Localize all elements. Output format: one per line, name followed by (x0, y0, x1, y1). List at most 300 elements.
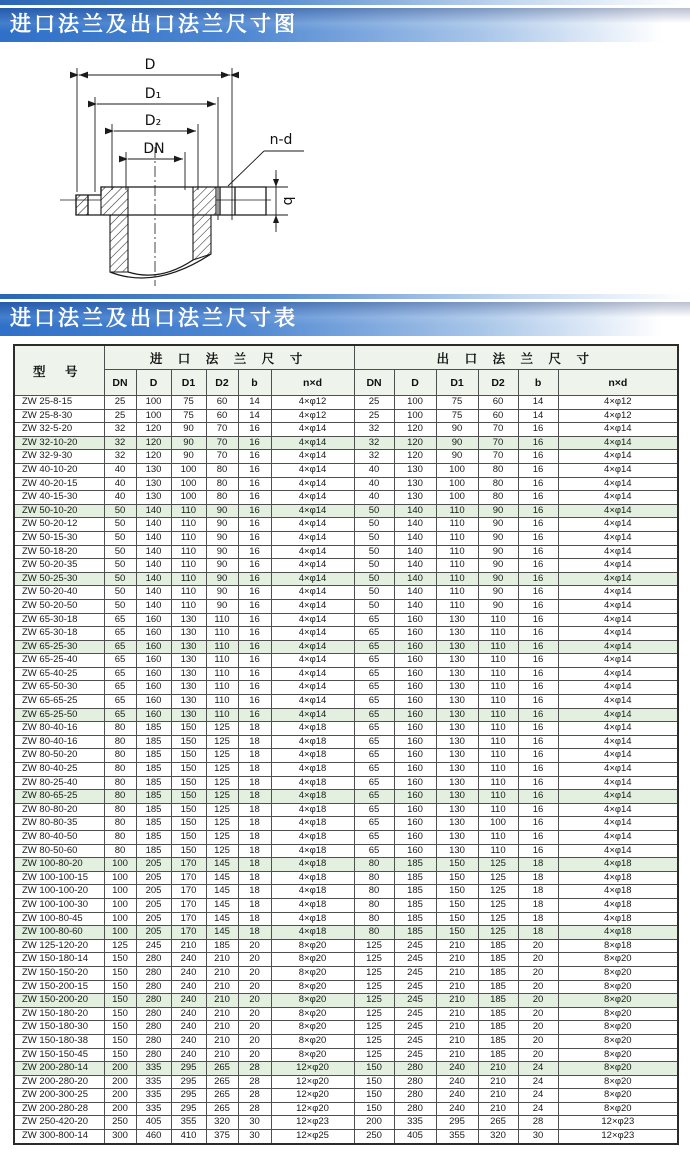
dimension-cell: 110 (478, 844, 518, 858)
dimension-cell: 4×φ14 (271, 436, 354, 450)
dimension-cell: 125 (206, 831, 238, 845)
table-row (14, 1102, 678, 1116)
table-row (14, 463, 678, 477)
dimension-cell: 125 (478, 926, 518, 940)
dimension-cell: 4×φ14 (271, 491, 354, 505)
outlet-group-header: 出 口 法 兰 尺 寸 (354, 345, 678, 370)
dimension-cell: 65 (104, 640, 136, 654)
dimension-cell: 28 (238, 1062, 271, 1076)
dimension-cell: 16 (238, 559, 271, 573)
dimension-cell: 32 (104, 436, 136, 450)
dimension-cell: 8×φ18 (558, 939, 678, 953)
dimension-cell: 130 (436, 763, 478, 777)
model-cell: ZW 40-10-20 (14, 463, 104, 477)
table-row (14, 599, 678, 613)
dimension-cell: 100 (436, 463, 478, 477)
dimension-cell: 265 (206, 1062, 238, 1076)
dimension-cell: 16 (518, 654, 558, 668)
dimension-cell: 295 (171, 1089, 206, 1103)
dimension-cell: 50 (104, 559, 136, 573)
dimension-cell: 20 (518, 953, 558, 967)
table-row (14, 695, 678, 709)
dimension-cell: 4×φ18 (271, 776, 354, 790)
dimension-cell: 25 (354, 396, 394, 410)
dimension-cell: 210 (206, 1021, 238, 1035)
dimension-cell: 265 (206, 1089, 238, 1103)
dimension-cell: 14 (238, 409, 271, 423)
dimension-cell: 70 (206, 423, 238, 437)
dimension-cell: 16 (518, 613, 558, 627)
dimension-cell: 150 (104, 1034, 136, 1048)
outlet-col-header: DN (354, 370, 394, 396)
dimension-cell: 4×φ14 (271, 572, 354, 586)
dimension-cell: 110 (206, 695, 238, 709)
dimension-cell: 185 (136, 790, 171, 804)
dimension-cell: 160 (394, 613, 436, 627)
dimension-cell: 240 (436, 1062, 478, 1076)
model-cell: ZW 80-50-60 (14, 844, 104, 858)
dimension-cell: 150 (171, 749, 206, 763)
table-row (14, 980, 678, 994)
dimension-cell: 130 (436, 749, 478, 763)
dimension-cell: 90 (478, 559, 518, 573)
dimension-cell: 8×φ20 (558, 966, 678, 980)
dimension-cell: 125 (104, 939, 136, 953)
dimension-cell: 125 (354, 953, 394, 967)
dimension-cell: 4×φ14 (271, 640, 354, 654)
table-row (14, 831, 678, 845)
dimension-cell: 60 (478, 409, 518, 423)
dimension-cell: 150 (436, 871, 478, 885)
dimension-cell: 4×φ14 (558, 708, 678, 722)
dimension-cell: 210 (436, 953, 478, 967)
dimension-cell: 240 (171, 994, 206, 1008)
dimension-cell: 16 (238, 667, 271, 681)
dimension-cell: 8×φ20 (558, 1089, 678, 1103)
dimension-cell: 16 (238, 640, 271, 654)
dimension-cell: 160 (394, 735, 436, 749)
dimension-cell: 185 (206, 939, 238, 953)
dimension-cell: 16 (518, 477, 558, 491)
dimension-cell: 280 (136, 1007, 171, 1021)
dimension-cell: 110 (436, 518, 478, 532)
dimension-cell: 16 (518, 681, 558, 695)
dimension-cell: 100 (104, 871, 136, 885)
dimension-cell: 205 (136, 858, 171, 872)
dimension-cell: 4×φ14 (558, 491, 678, 505)
dimension-cell: 90 (206, 559, 238, 573)
table-row (14, 776, 678, 790)
dimension-cell: 110 (436, 572, 478, 586)
dimension-cell: 150 (104, 1007, 136, 1021)
model-cell: ZW 150-200-15 (14, 980, 104, 994)
dimension-cell: 4×φ18 (558, 871, 678, 885)
outlet-col-header: D2 (478, 370, 518, 396)
dimension-cell: 280 (394, 1102, 436, 1116)
dimension-cell: 185 (136, 844, 171, 858)
dimension-cell: 125 (206, 817, 238, 831)
dimension-cell: 4×φ14 (558, 681, 678, 695)
table-row (14, 681, 678, 695)
dimension-cell: 65 (354, 695, 394, 709)
dimension-cell: 4×φ14 (271, 627, 354, 641)
model-cell: ZW 150-200-20 (14, 994, 104, 1008)
dimension-cell: 4×φ14 (271, 531, 354, 545)
dimension-cell: 130 (171, 708, 206, 722)
dimension-cell: 16 (518, 586, 558, 600)
dimension-cell: 210 (478, 1075, 518, 1089)
dimension-cell: 16 (238, 545, 271, 559)
dimension-cell: 110 (436, 586, 478, 600)
dimension-cell: 160 (394, 749, 436, 763)
table-row (14, 1048, 678, 1062)
dimension-cell: 28 (238, 1075, 271, 1089)
dimension-cell: 16 (518, 518, 558, 532)
dimension-cell: 240 (171, 1034, 206, 1048)
dimension-cell: 245 (394, 1048, 436, 1062)
dimension-cell: 210 (206, 1034, 238, 1048)
dimension-cell: 100 (171, 491, 206, 505)
dimension-cell: 320 (478, 1130, 518, 1144)
dimension-cell: 210 (436, 980, 478, 994)
table-row (14, 953, 678, 967)
dimension-cell: 160 (394, 627, 436, 641)
dimension-cell: 280 (394, 1089, 436, 1103)
dimension-cell: 240 (171, 1021, 206, 1035)
dimension-cell: 20 (238, 1007, 271, 1021)
dimension-cell: 16 (518, 436, 558, 450)
dimension-cell: 110 (478, 667, 518, 681)
dimension-cell: 65 (354, 831, 394, 845)
dimension-cell: 4×φ14 (558, 559, 678, 573)
dimension-cell: 4×φ18 (558, 926, 678, 940)
dimension-cell: 80 (104, 763, 136, 777)
dimension-cell: 4×φ14 (558, 790, 678, 804)
dimension-cell: 210 (436, 1034, 478, 1048)
dimension-cell: 125 (354, 1048, 394, 1062)
dimension-cell: 125 (354, 1034, 394, 1048)
dimension-cell: 160 (394, 831, 436, 845)
dimension-cell: 65 (354, 708, 394, 722)
dimension-cell: 8×φ20 (271, 953, 354, 967)
dimension-cell: 90 (206, 531, 238, 545)
dimension-cell: 100 (104, 885, 136, 899)
dimension-cell: 18 (518, 858, 558, 872)
dimension-cell: 4×φ14 (271, 518, 354, 532)
model-cell: ZW 32-5-20 (14, 423, 104, 437)
dimension-cell: 20 (518, 1021, 558, 1035)
dimension-cell: 20 (238, 1034, 271, 1048)
table-row (14, 572, 678, 586)
dimension-cell: 140 (394, 518, 436, 532)
dimension-cell: 185 (136, 803, 171, 817)
dimension-cell: 16 (238, 450, 271, 464)
dimension-cell: 335 (136, 1102, 171, 1116)
dimension-cell: 205 (136, 885, 171, 899)
dimension-cell: 295 (171, 1062, 206, 1076)
dimension-cell: 130 (436, 627, 478, 641)
dimension-cell: 100 (136, 396, 171, 410)
dimension-cell: 20 (238, 980, 271, 994)
dimension-cell: 335 (136, 1075, 171, 1089)
dimension-cell: 200 (104, 1062, 136, 1076)
table-row (14, 640, 678, 654)
inlet-col-header: DN (104, 370, 136, 396)
dimension-cell: 8×φ20 (271, 1021, 354, 1035)
dimension-cell: 50 (354, 586, 394, 600)
dimension-cell: 4×φ14 (558, 654, 678, 668)
dimension-cell: 100 (171, 477, 206, 491)
dimension-cell: 150 (171, 831, 206, 845)
dimension-cell: 16 (518, 790, 558, 804)
dimension-cell: 410 (171, 1130, 206, 1144)
dimension-cell: 28 (238, 1089, 271, 1103)
model-cell: ZW 25-8-15 (14, 396, 104, 410)
table-row (14, 817, 678, 831)
model-cell: ZW 100-80-45 (14, 912, 104, 926)
dimension-cell: 130 (394, 491, 436, 505)
dimension-cell: 4×φ18 (271, 817, 354, 831)
dimension-cell: 150 (171, 776, 206, 790)
dimension-cell: 460 (136, 1130, 171, 1144)
dimension-cell: 12×φ20 (271, 1089, 354, 1103)
dimension-cell: 16 (518, 572, 558, 586)
dimension-cell: 160 (136, 627, 171, 641)
dimension-cell: 4×φ14 (558, 735, 678, 749)
dimension-cell: 16 (518, 763, 558, 777)
dimension-cell: 24 (518, 1075, 558, 1089)
dimension-cell: 140 (394, 572, 436, 586)
dimension-cell: 4×φ14 (271, 423, 354, 437)
dimension-cell: 18 (238, 871, 271, 885)
dimension-cell: 90 (206, 586, 238, 600)
dimension-cell: 16 (518, 817, 558, 831)
dimension-cell: 110 (206, 613, 238, 627)
dimension-cell: 240 (436, 1102, 478, 1116)
model-cell: ZW 65-40-25 (14, 667, 104, 681)
dimension-cell: 32 (104, 450, 136, 464)
dimension-cell: 150 (354, 1062, 394, 1076)
dimension-cell: 25 (354, 409, 394, 423)
dimension-cell: 185 (394, 926, 436, 940)
dimension-cell: 25 (104, 409, 136, 423)
dimension-cell: 18 (238, 790, 271, 804)
model-cell: ZW 80-80-35 (14, 817, 104, 831)
dimension-cell: 145 (206, 898, 238, 912)
dimension-cell: 8×φ20 (558, 1021, 678, 1035)
dimension-cell: 40 (104, 477, 136, 491)
dimension-cell: 125 (354, 980, 394, 994)
dimension-cell: 120 (394, 423, 436, 437)
dimension-cell: 185 (478, 1034, 518, 1048)
dimension-cell: 295 (171, 1075, 206, 1089)
dimension-cell: 140 (394, 599, 436, 613)
dimension-cell: 185 (394, 858, 436, 872)
dimension-cell: 110 (206, 681, 238, 695)
dimension-cell: 120 (394, 436, 436, 450)
dimension-cell: 140 (136, 586, 171, 600)
dimension-cell: 210 (206, 966, 238, 980)
table-row (14, 1007, 678, 1021)
dimension-cell: 4×φ18 (271, 885, 354, 899)
dimension-cell: 16 (238, 695, 271, 709)
dimension-cell: 16 (238, 586, 271, 600)
dimension-cell: 295 (436, 1116, 478, 1130)
table-row (14, 722, 678, 736)
table-row (14, 844, 678, 858)
dimension-cell: 4×φ12 (558, 409, 678, 423)
dimension-cell: 210 (478, 1102, 518, 1116)
dimension-cell: 245 (394, 966, 436, 980)
dimension-cell: 210 (436, 966, 478, 980)
dimension-cell: 50 (354, 531, 394, 545)
dimension-cell: 245 (394, 994, 436, 1008)
dimension-cell: 65 (354, 763, 394, 777)
dimension-cell: 170 (171, 898, 206, 912)
model-cell: ZW 50-20-50 (14, 599, 104, 613)
inlet-col-header: D1 (171, 370, 206, 396)
dimension-cell: 110 (436, 559, 478, 573)
dimension-cell: 130 (436, 735, 478, 749)
dimension-cell: 130 (436, 695, 478, 709)
dimension-cell: 205 (136, 871, 171, 885)
dimension-cell: 245 (394, 939, 436, 953)
dimension-cell: 245 (394, 980, 436, 994)
dimension-cell: 200 (104, 1089, 136, 1103)
dimension-cell: 185 (394, 871, 436, 885)
dimension-cell: 110 (478, 749, 518, 763)
table-row (14, 803, 678, 817)
model-cell: ZW 50-25-30 (14, 572, 104, 586)
model-cell: ZW 65-25-50 (14, 708, 104, 722)
dimension-cell: 170 (171, 912, 206, 926)
outlet-col-header: n×d (558, 370, 678, 396)
dimension-cell: 24 (518, 1102, 558, 1116)
dimension-cell: 4×φ14 (271, 477, 354, 491)
dimension-cell: 4×φ14 (558, 844, 678, 858)
dimension-cell: 24 (518, 1062, 558, 1076)
dimension-cell: 18 (238, 858, 271, 872)
dimension-cell: 100 (171, 463, 206, 477)
dimension-cell: 150 (104, 980, 136, 994)
dimension-cell: 40 (354, 463, 394, 477)
dimension-cell: 80 (354, 898, 394, 912)
dimension-cell: 160 (136, 681, 171, 695)
inlet-group-header: 进 口 法 兰 尺 寸 (104, 345, 354, 370)
dimension-cell: 40 (104, 491, 136, 505)
top-accent-strip (0, 0, 690, 5)
dimension-cell: 110 (478, 763, 518, 777)
model-cell: ZW 25-8-30 (14, 409, 104, 423)
dimension-cell: 125 (354, 939, 394, 953)
table-row (14, 898, 678, 912)
table-row (14, 559, 678, 573)
dimension-cell: 16 (518, 708, 558, 722)
dimension-cell: 20 (518, 966, 558, 980)
dimension-cell: 125 (354, 994, 394, 1008)
dimension-cell: 160 (136, 708, 171, 722)
dimension-cell: 4×φ14 (558, 586, 678, 600)
dimension-cell: 20 (238, 1048, 271, 1062)
dimension-cell: 145 (206, 926, 238, 940)
dimension-cell: 110 (436, 599, 478, 613)
dimension-cell: 18 (238, 898, 271, 912)
dimension-cell: 140 (136, 572, 171, 586)
dimension-cell: 125 (478, 858, 518, 872)
dimension-cell: 12×φ23 (271, 1116, 354, 1130)
dimension-cell: 4×φ14 (271, 667, 354, 681)
dimension-cell: 65 (354, 776, 394, 790)
table-row (14, 749, 678, 763)
inlet-col-header: D2 (206, 370, 238, 396)
dimension-cell: 16 (518, 627, 558, 641)
dimension-cell: 8×φ20 (271, 939, 354, 953)
dim-label-d: D (144, 57, 156, 73)
dimension-cell: 150 (171, 817, 206, 831)
dimension-cell: 185 (478, 980, 518, 994)
model-cell: ZW 32-10-20 (14, 436, 104, 450)
dimension-cell: 18 (518, 871, 558, 885)
model-cell: ZW 150-180-30 (14, 1021, 104, 1035)
dimension-cell: 4×φ14 (558, 477, 678, 491)
dimension-cell: 8×φ20 (558, 1007, 678, 1021)
dimension-cell: 18 (238, 749, 271, 763)
dimension-cell: 4×φ14 (558, 545, 678, 559)
dimension-cell: 18 (238, 926, 271, 940)
dimension-cell: 100 (478, 817, 518, 831)
dimension-cell: 355 (171, 1116, 206, 1130)
dimension-cell: 90 (478, 545, 518, 559)
dimension-cell: 120 (136, 450, 171, 464)
dimension-cell: 210 (478, 1062, 518, 1076)
dimension-cell: 4×φ18 (271, 926, 354, 940)
dimension-cell: 210 (171, 939, 206, 953)
dimension-cell: 110 (478, 735, 518, 749)
dimension-cell: 80 (478, 463, 518, 477)
dimension-cell: 18 (238, 885, 271, 899)
dimension-cell: 130 (394, 463, 436, 477)
dim-label-dn: DN (143, 141, 165, 157)
dimension-cell: 130 (394, 477, 436, 491)
dimension-cell: 12×φ20 (271, 1102, 354, 1116)
dimension-cell: 4×φ14 (558, 518, 678, 532)
dimension-cell: 185 (136, 763, 171, 777)
dimension-cell: 80 (104, 735, 136, 749)
dimension-cell: 4×φ14 (558, 531, 678, 545)
dimension-cell: 16 (238, 491, 271, 505)
dimension-cell: 100 (394, 396, 436, 410)
model-cell: ZW 50-10-20 (14, 504, 104, 518)
dimension-cell: 150 (171, 790, 206, 804)
dimension-cell: 65 (104, 627, 136, 641)
dimension-cell: 16 (518, 463, 558, 477)
dimension-cell: 245 (394, 1007, 436, 1021)
dimension-cell: 160 (394, 817, 436, 831)
dimension-cell: 130 (436, 817, 478, 831)
model-cell: ZW 100-80-60 (14, 926, 104, 940)
model-cell: ZW 65-25-30 (14, 640, 104, 654)
dimension-cell: 80 (104, 831, 136, 845)
dimension-cell: 50 (354, 559, 394, 573)
dimension-cell: 125 (206, 749, 238, 763)
dim-label-nd: n-d (269, 132, 293, 148)
dimension-cell: 120 (394, 450, 436, 464)
dimension-cell: 16 (518, 640, 558, 654)
dimension-cell: 8×φ20 (271, 1007, 354, 1021)
dimension-cell: 4×φ12 (558, 396, 678, 410)
dimension-cell: 16 (238, 613, 271, 627)
dimension-cell: 160 (394, 640, 436, 654)
